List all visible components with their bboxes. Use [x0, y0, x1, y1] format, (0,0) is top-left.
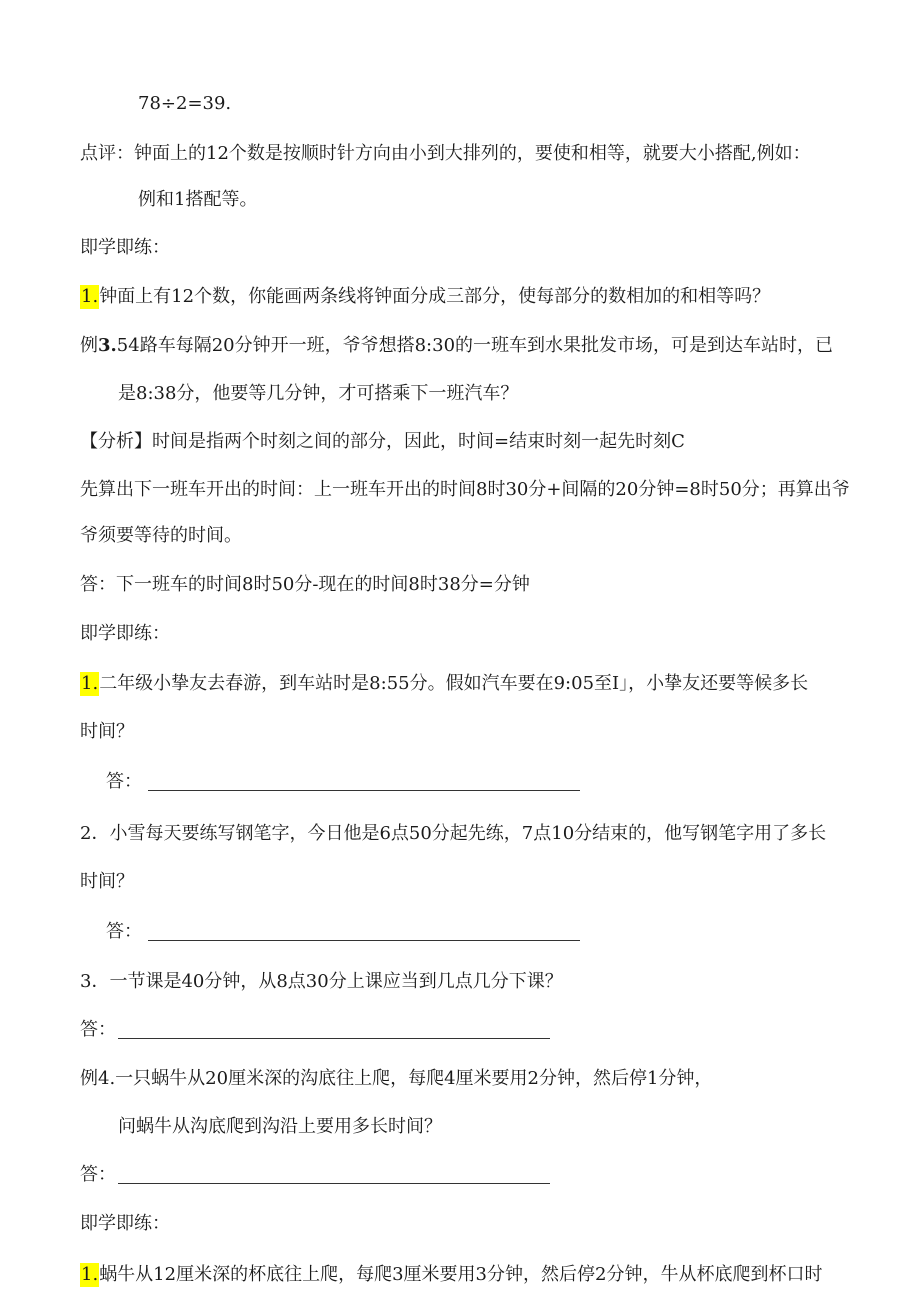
answer-label: 答： [80, 1164, 116, 1185]
example-3-cont: 是8:38分，他要等几分钟，才可搭乘下一班汽车？ [118, 383, 519, 404]
example-4-cont: 问蜗牛从沟底爬到沟沿上要用多长时间？ [118, 1116, 442, 1137]
answer-text: 答：下一班车的时间8时50分-现在的时间8时38分=分钟 [80, 574, 530, 595]
question-text: 二年级小挚友去春游，到车站时是8:55分。假如汽车要在9:05至I」，小挚友还要等候多长 [99, 673, 809, 694]
practice-question-1 [80, 672, 808, 696]
question-text: 钟面上有12个数，你能画两条线将钟面分成三部分，使每部分的数相加的和相等吗？ [99, 286, 771, 307]
question-number-highlight: 1. [81, 286, 99, 307]
answer-blank-line [148, 790, 580, 791]
example-label: 例 [80, 335, 98, 356]
answer-label: 答： [106, 921, 142, 942]
question-text: 蜗牛从12厘米深的杯底往上爬，每爬3厘米要用3分钟，然后停2分钟，牛从杯底爬到杯口时 [99, 1264, 823, 1285]
question-text-cont: 时间？ [80, 871, 134, 892]
example-4: 例4.一只蜗牛从20厘米深的沟底往上爬，每爬4厘米要用2分钟，然后停1分钟， [80, 1068, 713, 1089]
calc-result: 78÷2=39. [138, 93, 232, 114]
analysis-text: 【分析】时间是指两个时刻之间的部分，因此，时间=结束时刻一起先时刻C [80, 431, 685, 452]
comment-text-cont: 例和1搭配等。 [138, 189, 258, 210]
example-text: 54路车每隔20分钟开一班，爷爷想搭8:30的一班车到水果批发市场，可是到达车站时，已 [116, 335, 834, 356]
practice-question-2: 2．小雪每天要练写钢笔字，今日他是6点50分起先练，7点10分结束的，他写钢笔字用了多长 [80, 823, 827, 844]
question-text-cont: 时间？ [80, 721, 134, 742]
example-number: 3. [98, 335, 117, 356]
practice-question-3: 3．一节课是40分钟，从8点30分上课应当到几点几分下课？ [80, 971, 563, 992]
answer-blank-line [148, 940, 580, 941]
analysis-step: 先算出下一班车开出的时间：上一班车开出的时间8时30分+间隔的20分钟=8时50分；再算出爷 [80, 479, 850, 500]
analysis-step-cont: 爷须要等待的时间。 [80, 525, 242, 546]
practice-heading: 即学即练： [80, 623, 170, 644]
practice-question-1 [80, 285, 770, 309]
example-3 [80, 334, 833, 358]
practice-heading: 即学即练： [80, 237, 170, 258]
comment-text: 点评：钟面上的12个数是按顺时针方向由小到大排列的，要使和相等，就要大小搭配,例如： [80, 143, 811, 164]
practice-heading: 即学即练： [80, 1213, 170, 1234]
answer-blank-line [118, 1038, 550, 1039]
question-number-highlight: 1. [81, 1264, 99, 1285]
answer-blank-line [118, 1183, 550, 1184]
answer-label: 答： [106, 771, 142, 792]
answer-label: 答： [80, 1019, 116, 1040]
question-number-highlight: 1. [81, 673, 99, 694]
practice-question-1 [80, 1263, 822, 1287]
